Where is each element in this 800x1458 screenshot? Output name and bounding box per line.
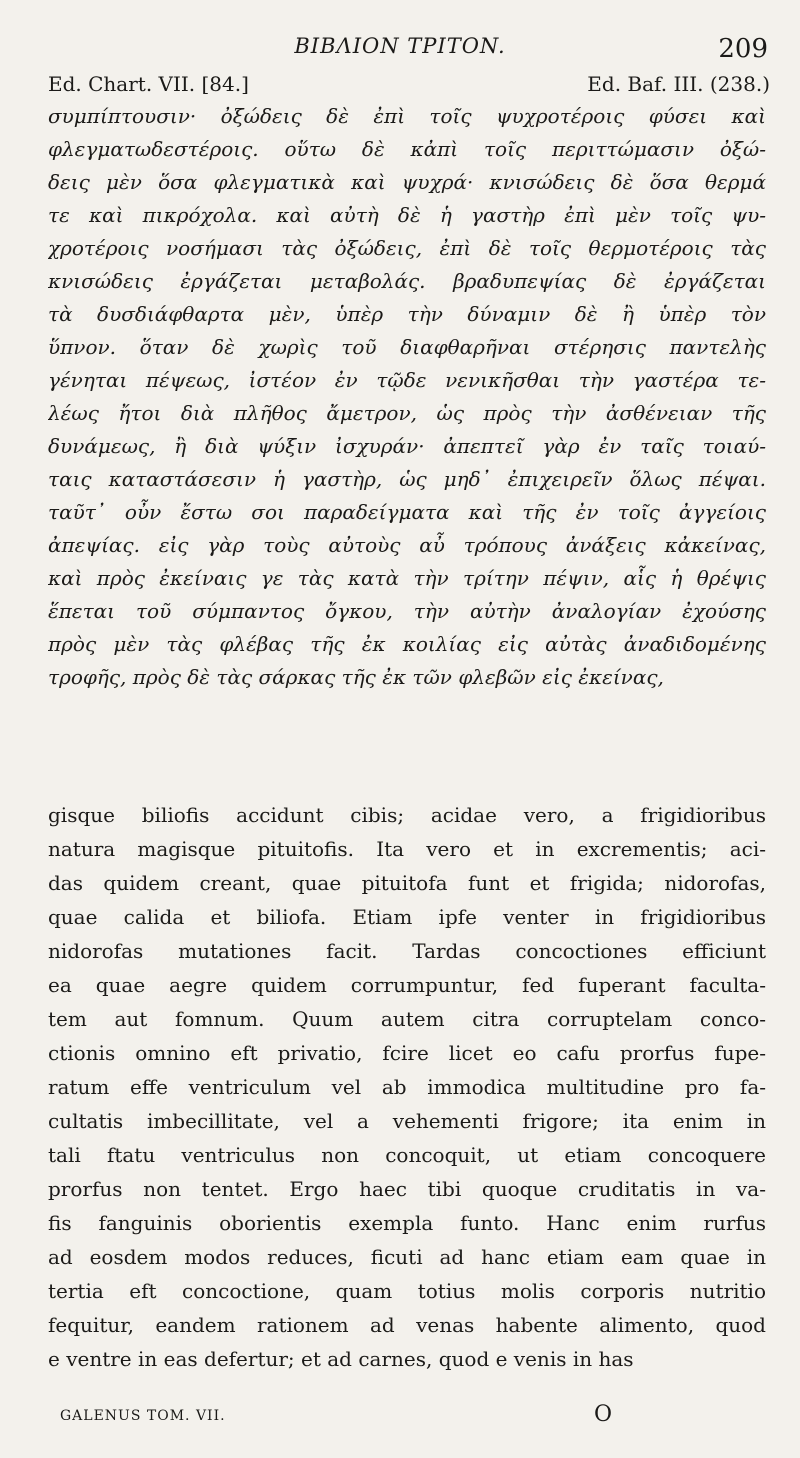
- gathering-mark: O: [594, 1402, 613, 1427]
- greek-text-line: καὶ πρὸς ἐκείναις γε τὰς κατὰ τὴν τρίτην πέψιν, αἷς ἡ θρέψις: [48, 566, 766, 590]
- greek-text-line: ταῦτ᾽ οὖν ἔστω σοι παραδείγματα καὶ τῆς ἐν τοῖς ἀγγείοις: [48, 500, 766, 524]
- greek-text-line: πρὸς μὲν τὰς φλέβας τῆς ἐκ κοιλίας εἰς αὐτὰς ἀναδιδομένης: [48, 632, 766, 656]
- latin-text-line: ctionis omnino eft privatio, fcire licet eo cafu prorfus fupe-: [48, 1041, 766, 1065]
- greek-text-line: ὕπνον. ὅταν δὲ χωρὶς τοῦ διαφθαρῆναι στέρησις παντελὴς: [48, 335, 766, 359]
- greek-text-line: κνισώδεις ἐργάζεται μεταβολάς. βραδυπεψίας δὲ ἐργάζεται: [48, 269, 766, 293]
- greek-text-line: ἀπεψίας. εἰς γὰρ τοὺς αὐτοὺς αὖ τρόπους ἀνάξεις κἀκείνας,: [48, 533, 766, 557]
- greek-text-line: χροτέροις νοσήμασι τὰς ὀξώδεις, ἐπὶ δὲ τοῖς θερμοτέροις τὰς: [48, 236, 766, 260]
- running-title: BIBΛION TPITON.: [294, 34, 506, 58]
- latin-text-line: tertia eft concoctione, quam totius molis corporis nutritio: [48, 1279, 766, 1303]
- latin-text-line: fequitur, eandem rationem ad venas habente alimento, quod: [48, 1313, 766, 1337]
- greek-text-line: τε καὶ πικρόχολα. καὶ αὐτὴ δὲ ἡ γαστὴρ ἐπὶ μὲν τοῖς ψυ-: [48, 203, 766, 227]
- latin-text-line: prorfus non tentet. Ergo haec tibi quoque cruditatis in va-: [48, 1177, 766, 1201]
- edition-basel: Ed. Baf. III. (238.): [587, 72, 770, 96]
- greek-text-line: γένηται πέψεως, ἰστέον ἐν τῷδε νενικῆσθαι τὴν γαστέρα τε-: [48, 368, 766, 392]
- latin-text-line: ratum effe ventriculum vel ab immodica multitudine pro fa-: [48, 1075, 766, 1099]
- latin-text-line: gisque biliofis accidunt cibis; acidae vero, a frigidioribus: [48, 803, 766, 827]
- latin-text-block: [48, 798, 766, 1376]
- page-header: [0, 0, 800, 64]
- page-number: 209: [718, 34, 768, 64]
- latin-text-line: nidorofas mutationes facit. Tardas concoctiones efficiunt: [48, 939, 766, 963]
- latin-text-line: fis fanguinis oborientis exempla funto. Hanc enim rurfus: [48, 1211, 766, 1235]
- latin-text-line: tali ftatu ventriculus non concoquit, ut etiam concoquere: [48, 1143, 766, 1167]
- latin-text-line: e ventre in eas defertur; et ad carnes, quod e venis in has: [48, 1347, 634, 1371]
- greek-text-line: λέως ἤτοι διὰ πλῆθος ἄμετρον, ὡς πρὸς τὴν ἀσθένειαν τῆς: [48, 401, 766, 425]
- greek-text-block: [48, 100, 766, 694]
- greek-text-line: ταις καταστάσεσιν ἡ γαστὴρ, ὡς μηδ᾽ ἐπιχειρεῖν ὅλως πέψαι.: [48, 467, 766, 491]
- greek-text-line: φλεγματωδεστέροις. οὕτω δὲ κἀπὶ τοῖς περιττώμασιν ὀξώ-: [48, 137, 766, 161]
- latin-text-line: das quidem creant, quae pituitofa funt et frigida; nidorofas,: [48, 871, 766, 895]
- greek-text-line: τροφῆς, πρὸς δὲ τὰς σάρκας τῆς ἐκ τῶν φλεβῶν εἰς ἐκείνας,: [48, 665, 664, 689]
- latin-text-line: ea quae aegre quidem corrumpuntur, fed fuperant faculta-: [48, 973, 766, 997]
- greek-text-line: συμπίπτουσιν· ὀξώδεις δὲ ἐπὶ τοῖς ψυχροτέροις φύσει καὶ: [48, 104, 766, 128]
- latin-text-line: natura magisque pituitofis. Ita vero et in excrementis; aci-: [48, 837, 766, 861]
- greek-text-line: δυνάμεως, ἢ διὰ ψύξιν ἰσχυράν· ἀπεπτεῖ γὰρ ἐν ταῖς τοιαύ-: [48, 434, 766, 458]
- greek-text-line: δεις μὲν ὅσα φλεγματικὰ καὶ ψυχρά· κνισώδεις δὲ ὅσα θερμά: [48, 170, 766, 194]
- edition-chartier: Ed. Chart. VII. [84.]: [48, 72, 249, 96]
- latin-text-line: quae calida et biliofa. Etiam ipfe venter in frigidioribus: [48, 905, 766, 929]
- greek-text-line: ἕπεται τοῦ σύμπαντος ὄγκου, τὴν αὐτὴν ἀναλογίαν ἐχούσης: [48, 599, 766, 623]
- latin-text-line: cultatis imbecillitate, vel a vehementi frigore; ita enim in: [48, 1109, 766, 1133]
- footer-signature: GALENUS TOM. VII.: [60, 1408, 226, 1424]
- page-footer: [0, 1400, 800, 1440]
- latin-text-line: ad eosdem modos reduces, ficuti ad hanc etiam eam quae in: [48, 1245, 766, 1269]
- greek-text-line: τὰ δυσδιάφθαρτα μὲν, ὑπὲρ τὴν δύναμιν δὲ ἢ ὑπὲρ τὸν: [48, 302, 766, 326]
- latin-text-line: tem aut fomnum. Quum autem citra corruptelam conco-: [48, 1007, 766, 1031]
